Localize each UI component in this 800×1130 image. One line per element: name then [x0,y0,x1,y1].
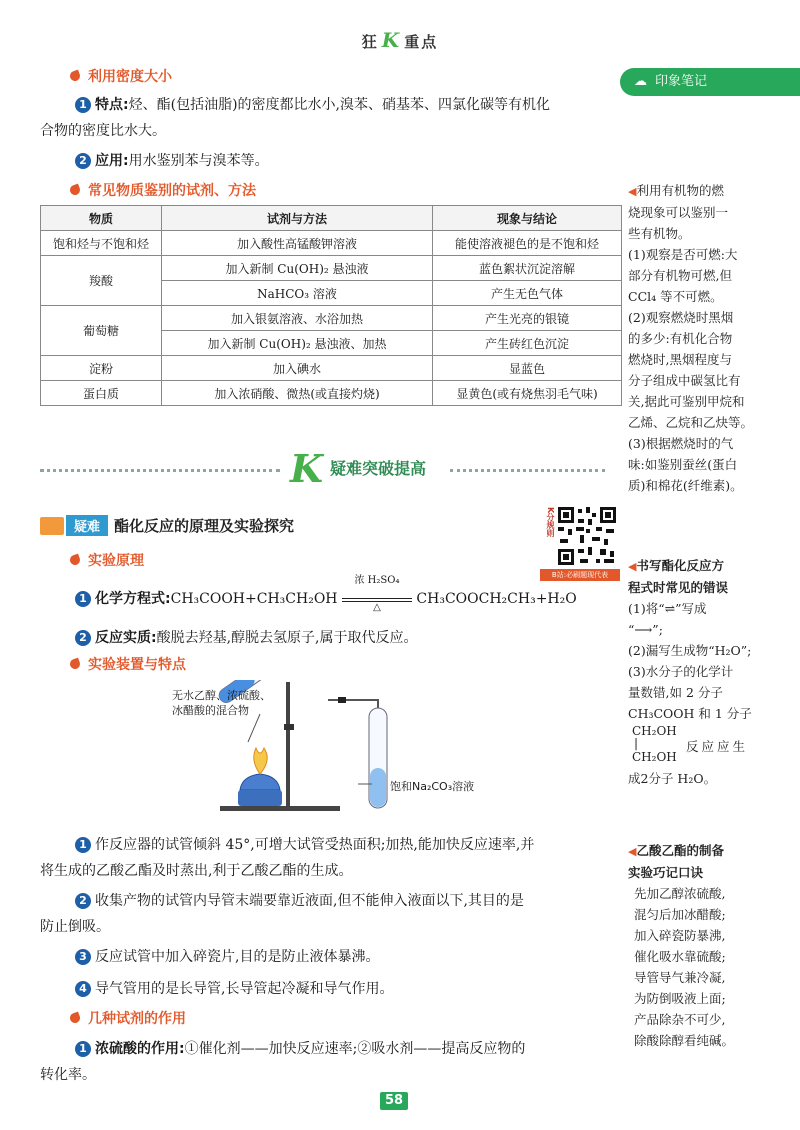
side-note-mnemonic: ◀乙酸乙酯的制备 实验巧记口诀 先加乙醇浓硫酸, 混匀后加冰醋酸; 加入碎瓷防暴沸, 催化吸水靠硫酸; 导管导气兼冷凝, 为防倒吸液上面; 产品除杂不可少, 除酸除醇看纯碱。 [628,843,735,1048]
section-title-density: 利用密度大小 [70,66,172,86]
section-title-roles: 几种试剂的作用 [70,1008,186,1028]
table-cell: 加入新制 Cu(OH)₂ 悬浊液 [162,256,433,281]
number-4-icon: 4 [75,981,91,997]
number-1-icon: 1 [75,837,91,853]
table-cell: 加入碘水 [162,356,433,381]
banner-k-logo: K [290,446,324,491]
number-2-icon: 2 [75,153,91,169]
apparatus-point-1-cont: 将生成的乙酸乙酯及时蒸出,利于乙酸乙酯的生成。 [40,863,353,879]
qr-caption: B站:必刷题现代表 [540,569,620,581]
triangle-marker-icon: ◀ [628,845,637,858]
reaction-essence: 2 反应实质:酸脱去羟基,醇脱去氢原子,属于取代反应。 [75,625,620,651]
side-note-combustion: ◀利用有机物的燃 烧现象可以鉴别一 些有机物。 (1)观察是否可燃:大 部分有机物可燃,但 CCl₄ 等不可燃。 (2)观察燃烧时黑烟 的多少:有机化合物 燃烧时,黑烟程度与 分子组成中碳氢比有 关,据此可鉴别甲烷和 乙烯、乙烷和乙炔等。 (3)根据燃烧时的气 味:如鉴别蚕丝(蛋白 质)和棉花(纤维素)。 [628,183,754,493]
banner-divider [40,469,280,472]
table-cell: 产生光亮的银镜 [433,306,622,331]
section-bullet-icon [69,1012,82,1025]
table-header: 物质 [41,206,162,231]
table-header: 试剂与方法 [162,206,433,231]
table-cell: 蓝色絮状沉淀溶解 [433,256,622,281]
number-2-icon: 2 [75,893,91,909]
table-header: 现象与结论 [433,206,622,231]
number-2-icon: 2 [75,630,91,646]
triangle-marker-icon: ◀ [628,185,637,198]
equation-rhs: CH₃COOCH₂CH₃+H₂O [416,591,577,607]
table-cell: 加入酸性高锰酸钾溶液 [162,231,433,256]
table-cell: 能使溶液褪色的是不饱和烃 [433,231,622,256]
sidebar-tab [620,68,800,96]
section-bullet-icon [69,554,82,567]
density-item-1-cont: 合物的密度比水大。 [40,123,166,139]
diagram-label-mixture: 无水乙醇、浓硫酸、 冰醋酸的混合物 [172,689,271,717]
table-cell: 产生无色气体 [433,281,622,306]
banner-title: 疑难突破提高 [330,459,427,478]
apparatus-point-1: 1 作反应器的试管倾斜 45°,可增大试管受热面积;加热,能加快反应速率,并 [75,832,620,858]
header-text-2: 重点 [404,33,439,51]
book-icon [40,517,64,535]
header-text: 狂 [361,33,379,51]
table-row [41,356,622,381]
table-cell: NaHCO₃ 溶液 [162,281,433,306]
apparatus-point-2: 2 收集产物的试管内导管末端要靠近液面,但不能伸入液面以下,其目的是 [75,888,620,914]
section-bullet-icon [69,184,82,197]
cloud-icon: ☁ [634,74,647,89]
table-row [41,306,622,331]
section-banner [40,446,605,491]
page-number: 58 [380,1092,408,1110]
number-1-icon: 1 [75,1041,91,1057]
section-bullet-icon [69,70,82,83]
glycol-formula: CH₂OH | CH₂OH 反应应生 [632,724,749,764]
roles-item-1: 1 浓硫酸的作用:①催化剂——加快反应速率;②吸水剂——提高反应物的 [75,1036,620,1062]
table-row [41,381,622,406]
apparatus-diagram [160,680,560,820]
section-title-apparatus: 实验装置与特点 [70,654,186,674]
reaction-arrow [342,575,412,613]
table-cell: 羧酸 [41,256,162,306]
apparatus-point-4: 4 导气管用的是长导管,长导管起冷凝和导气作用。 [75,976,620,1002]
density-item-1: 1 特点:烃、酯(包括油脂)的密度都比水小,溴苯、硝基苯、四氯化碳等有机化 [75,92,620,118]
table-cell: 显黄色(或有烧焦羽毛气味) [433,381,622,406]
table-cell: 加入新制 Cu(OH)₂ 悬浊液、加热 [162,331,433,356]
banner-divider [450,469,605,472]
sidebar-tab-label: 印象笔记 [655,74,708,89]
side-note-esterification-errors: ◀书写酯化反应方 程式时常见的错误 (1)将“⇌”写成 “⟶”; (2)漏写生成物“H₂O”; (3)水分子的化学计 量数错,如 2 分子 CH₃COOH 和 1 分子 CH₂OH | CH₂OH 反应应生 成2分子 H₂O。 [628,555,788,789]
reaction-condition-bottom: △ [373,602,381,613]
table-cell: 蛋白质 [41,381,162,406]
apparatus-point-3: 3 反应试管中加入碎瓷片,目的是防止液体暴沸。 [75,944,620,970]
roles-item-1-cont: 转化率。 [40,1067,96,1083]
table-cell: 饱和烃与不饱和烃 [41,231,162,256]
number-3-icon: 3 [75,949,91,965]
diagram-label-sodium-carbonate: 饱和Na₂CO₃溶液 [390,780,475,793]
qr-code-icon[interactable] [556,505,618,567]
number-1-icon: 1 [75,591,91,607]
table-cell: 葡萄糖 [41,306,162,356]
triangle-marker-icon: ◀ [628,560,637,573]
difficulty-tag: 疑难 [66,515,108,536]
reaction-condition-top: 浓 H₂SO₄ [354,575,400,586]
equation-lhs: CH₃COOH+CH₃CH₂OH [170,591,338,607]
section-title-reagents: 常见物质鉴别的试剂、方法 [70,180,256,200]
qr-side-label: K分规则 [546,507,555,538]
running-header [0,28,800,52]
table-row [41,231,622,256]
difficulty-title: 酯化反应的原理及实验探究 [114,517,295,535]
table-cell: 加入银氨溶液、水浴加热 [162,306,433,331]
qr-code-block[interactable] [540,505,620,585]
table-cell: 产生砖红色沉淀 [433,331,622,356]
table-row [41,256,622,281]
header-k-logo: K [381,28,402,52]
number-1-icon: 1 [75,97,91,113]
section-bullet-icon [69,658,82,671]
density-item-2: 2 应用:用水鉴别苯与溴苯等。 [75,148,615,174]
section-title-principle: 实验原理 [70,550,144,570]
table-cell: 加入浓硝酸、微热(或直接灼烧) [162,381,433,406]
reagent-table [40,205,622,406]
table-cell: 淀粉 [41,356,162,381]
difficulty-heading [40,515,294,537]
table-cell: 显蓝色 [433,356,622,381]
apparatus-point-2-cont: 防止倒吸。 [40,919,110,935]
chemical-equation: 1 化学方程式:CH₃COOH+CH₃CH₂OH 浓 H₂SO₄ △ CH₃COOCH₂CH₃+H₂O [75,586,620,612]
